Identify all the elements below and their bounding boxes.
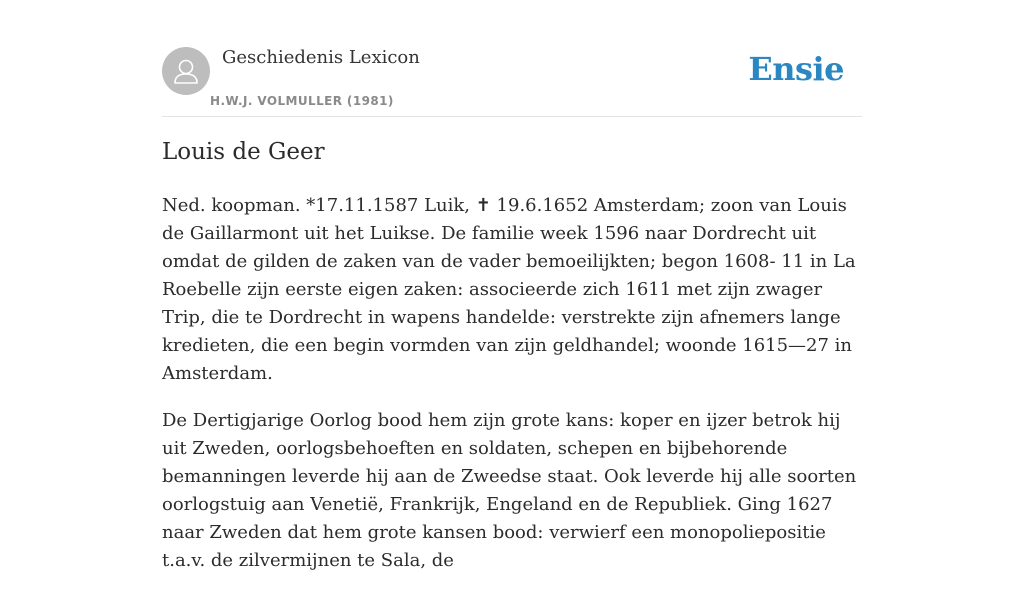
paragraph: Ned. koopman. *17.11.1587 Luik, ✝ 19.6.1652 Amsterdam; zoon van Louis de Gaillarmont uit het Luikse. De familie week 1596 naar Dordrecht uit omdat de gilden de zaken van de vader bemoeilijkten; begon 1608- 11 in La Roebelle zijn eerste eigen zaken: associeerde zich 1611 met zijn zwager Trip, die te Dordrecht in wapens handelde: verstrekte zijn afnemers lange kredieten, die een begin vormden van zijn geldhandel; woonde 1615—27 in Amsterdam.	[162, 195, 856, 384]
author-name[interactable]: H.W.J. VOLMULLER (1981)	[210, 94, 394, 108]
article-title: Louis de Geer	[162, 139, 325, 165]
article-body	[162, 192, 866, 594]
user-icon	[162, 47, 210, 95]
source-header	[162, 44, 862, 117]
source-title[interactable]: Geschiedenis Lexicon	[222, 47, 420, 68]
paragraph: De Dertigjarige Oorlog bood hem zijn grote kans: koper en ijzer betrok hij uit Zweden, oorlogsbehoeften en soldaten, schepen en bijbehorende bemanningen leverde hij aan de Zweedse staat. Ook leverde hij alle soorten oorlogstuig aan Venetië, Frankrijk, Engeland en de Republiek. Ging 1627 naar Zweden dat hem grote kansen bood: verwierf een monopoliepositie t.a.v. de zilvermijnen te Sala, de	[162, 410, 857, 571]
avatar[interactable]	[162, 47, 210, 95]
ensie-logo[interactable]: Ensie	[748, 50, 844, 88]
